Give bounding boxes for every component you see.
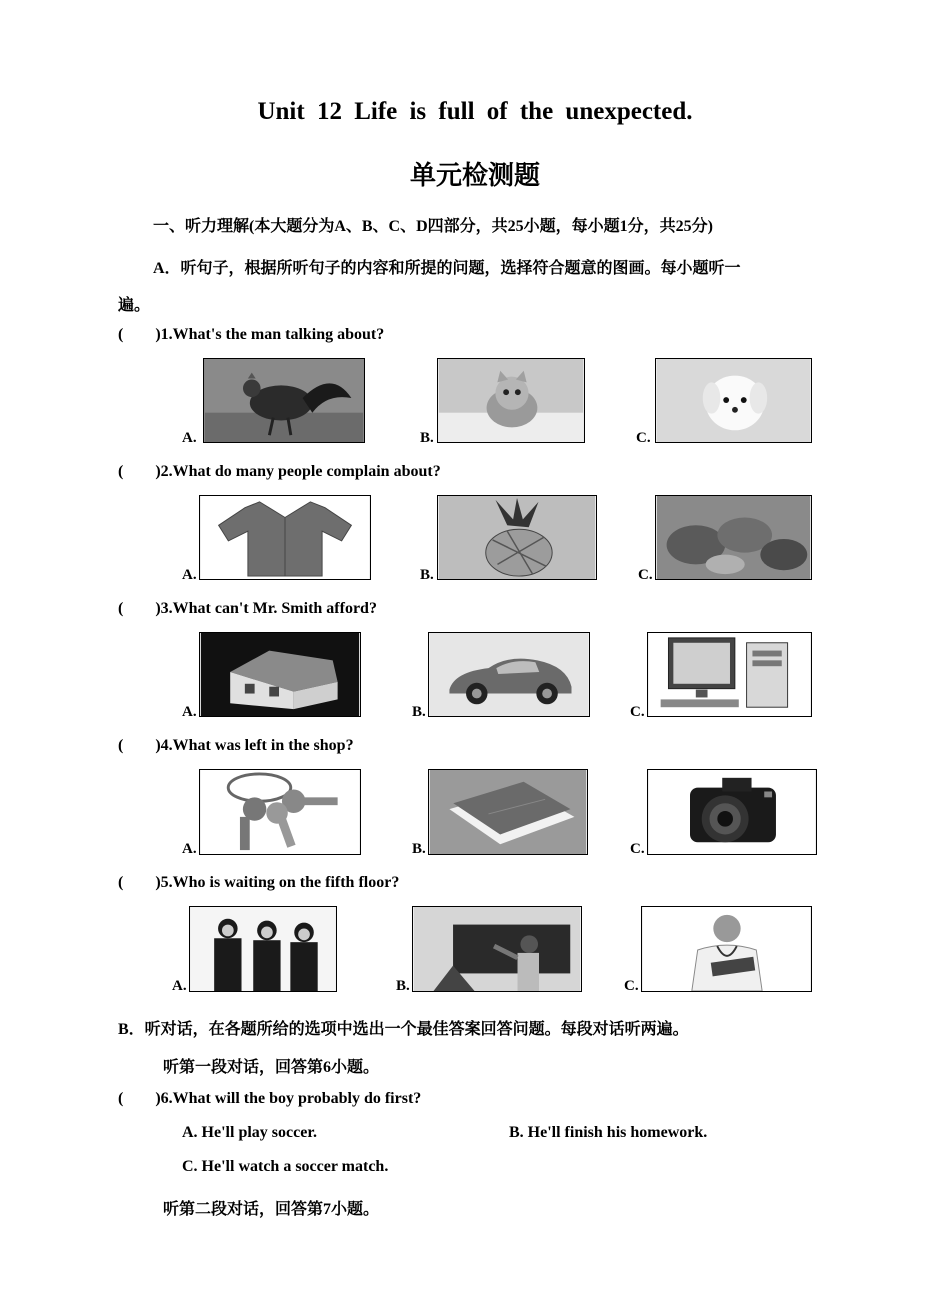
answer-paren[interactable]: ( (118, 874, 124, 891)
car-icon[interactable] (428, 632, 590, 717)
part-a-instruction: A．听句子，根据所听句子的内容和所提的问题，选择符合题意的图画。每小题听一 (153, 260, 741, 277)
question-text: )1.What's the man talking about? (155, 326, 385, 343)
option-label: C. (638, 567, 653, 583)
option-label: B. (420, 567, 434, 583)
option-label: C. (636, 430, 651, 446)
question-6 (118, 1090, 421, 1108)
section-heading: 一、听力理解(本大题分为A、B、C、D四部分，共25小题，每小题1分，共25分) (153, 218, 713, 235)
police-officers-icon[interactable] (189, 906, 337, 992)
doctor-icon[interactable] (641, 906, 812, 992)
question-text: )5.Who is waiting on the fifth floor? (155, 874, 400, 891)
meat-vegetables-icon[interactable] (655, 495, 812, 580)
option-c[interactable]: C. He'll watch a soccer match. (182, 1158, 389, 1175)
option-b[interactable]: B. He'll finish his homework. (509, 1124, 708, 1141)
puppy-icon[interactable] (655, 358, 812, 443)
question-text: )4.What was left in the shop? (155, 737, 354, 754)
rooster-icon[interactable] (203, 358, 365, 443)
option-label: A. (182, 704, 197, 720)
answer-paren[interactable]: ( (118, 1090, 124, 1107)
part-a-instruction-cont: 遍。 (118, 297, 151, 314)
option-label: B. (420, 430, 434, 446)
keys-icon[interactable] (199, 769, 361, 855)
wallet-icon[interactable] (428, 769, 588, 855)
answer-paren[interactable]: ( (118, 737, 124, 754)
camera-icon[interactable] (647, 769, 817, 855)
question-text: )6.What will the boy probably do first? (155, 1090, 422, 1107)
dialog-2-instruction: 听第二段对话，回答第7小题。 (163, 1201, 380, 1218)
page-title: Unit 12 Life is full of the unexpected. (257, 98, 693, 125)
option-label: A. (182, 430, 197, 446)
question-3 (118, 600, 377, 618)
part-b-instruction: B．听对话，在各题所给的选项中选出一个最佳答案回答问题。每段对话听两遍。 (118, 1021, 689, 1038)
option-label: C. (624, 978, 639, 994)
option-label: B. (396, 978, 410, 994)
house-icon[interactable] (199, 632, 361, 717)
question-4 (118, 737, 354, 755)
option-label: A. (182, 841, 197, 857)
question-2 (118, 463, 441, 481)
shirt-icon[interactable] (199, 495, 371, 580)
option-label: C. (630, 704, 645, 720)
option-label: A. (182, 567, 197, 583)
answer-paren[interactable]: ( (118, 326, 124, 343)
pineapple-icon[interactable] (437, 495, 597, 580)
page-subtitle: 单元检测题 (409, 161, 540, 190)
answer-paren[interactable]: ( (118, 600, 124, 617)
teacher-icon[interactable] (412, 906, 582, 992)
option-label: A. (172, 978, 187, 994)
option-label: B. (412, 841, 426, 857)
question-text: )3.What can't Mr. Smith afford? (155, 600, 377, 617)
question-5 (118, 874, 399, 892)
dialog-1-instruction: 听第一段对话，回答第6小题。 (163, 1059, 380, 1076)
option-a[interactable]: A. He'll play soccer. (182, 1124, 317, 1141)
option-label: B. (412, 704, 426, 720)
answer-paren[interactable]: ( (118, 463, 124, 480)
option-label: C. (630, 841, 645, 857)
question-text: )2.What do many people complain about? (155, 463, 441, 480)
question-1 (118, 326, 384, 344)
computer-icon[interactable] (647, 632, 812, 717)
kitten-icon[interactable] (437, 358, 585, 443)
